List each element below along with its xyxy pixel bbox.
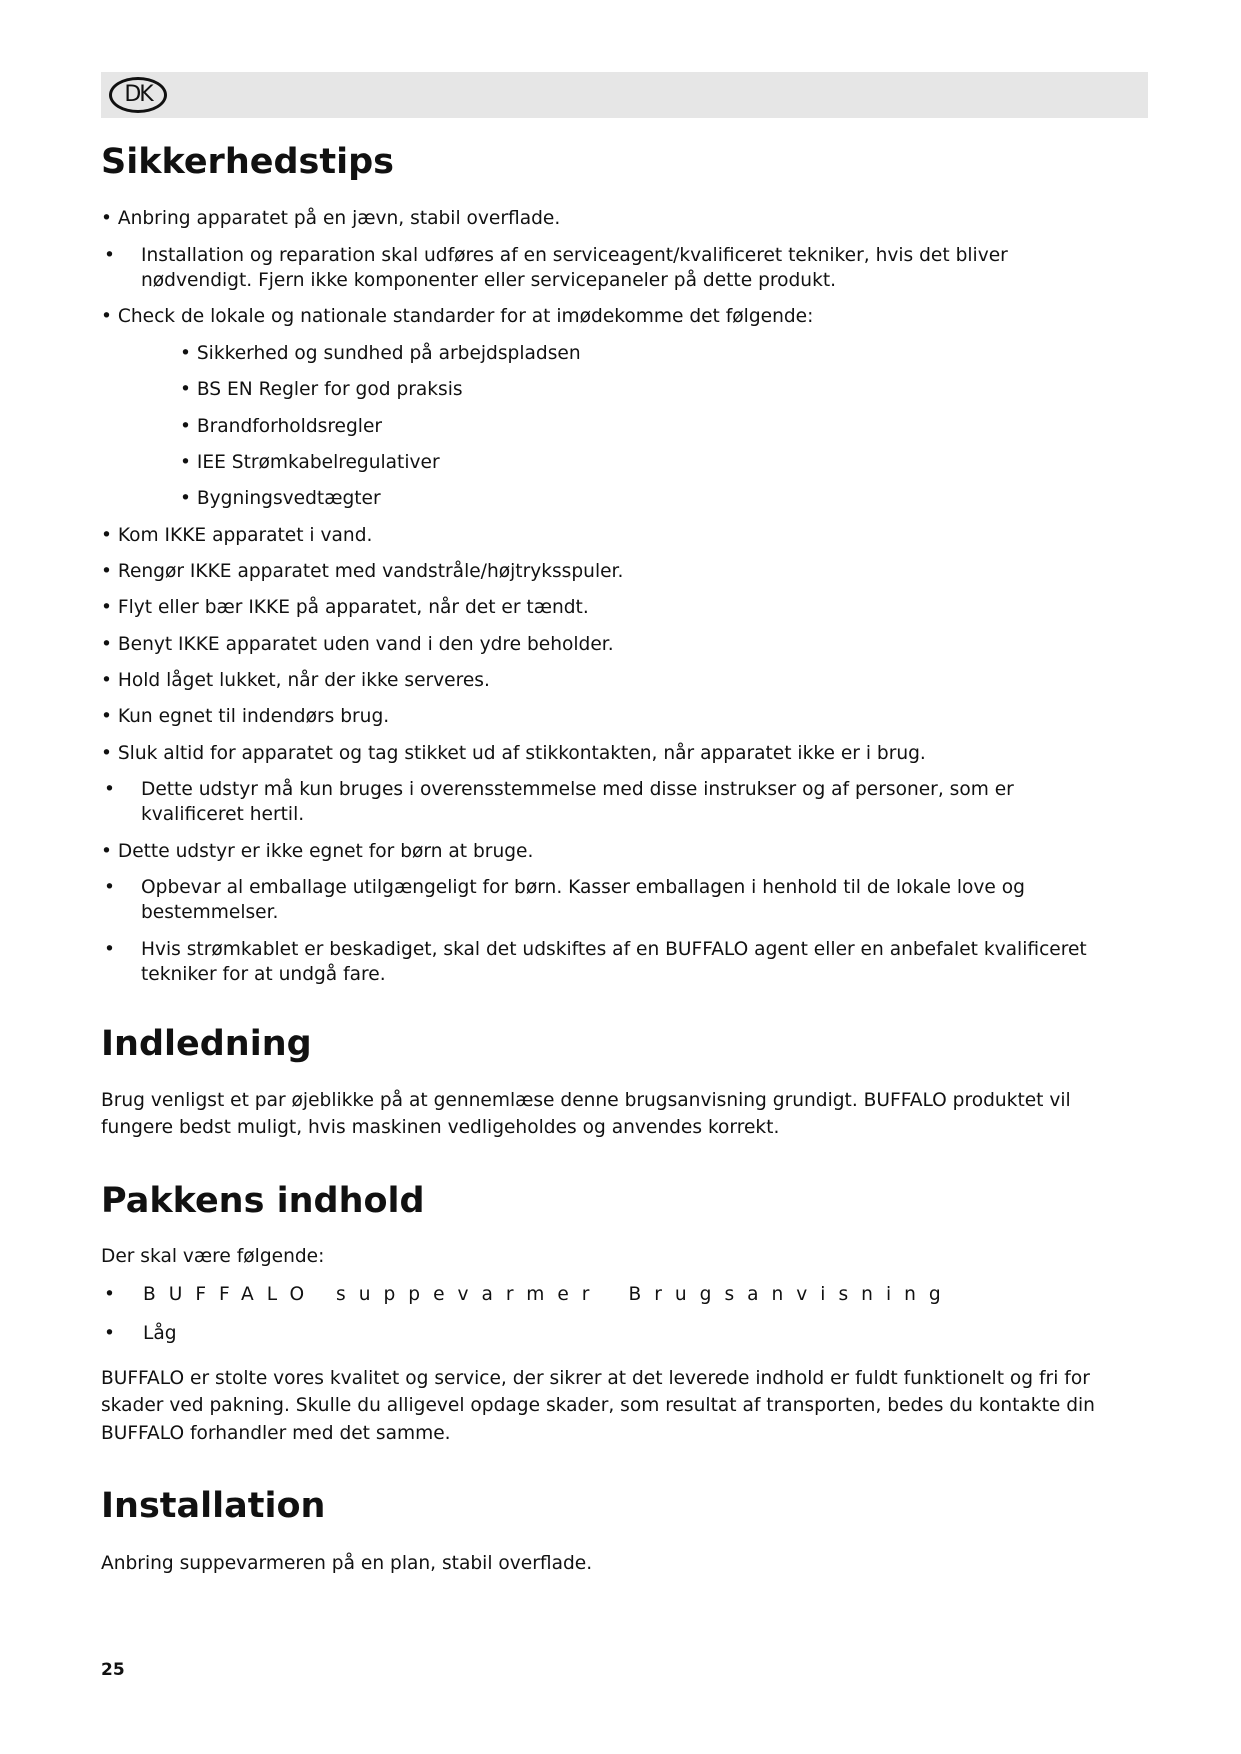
intro-text: Brug venligst et par øjeblikke på at gennemlæse denne brugsanvisning grundigt. BUFFALO produktet vil bbox=[101, 1090, 1071, 1111]
safety-item: • Anbring apparatet på en jævn, stabil overflade. bbox=[101, 208, 561, 229]
bullet: • bbox=[104, 1284, 115, 1305]
safety-item: • Check de lokale og nationale standarder for at imødekomme det følgende: bbox=[101, 306, 814, 327]
bullet: • bbox=[104, 779, 115, 800]
safety-item: • Benyt IKKE apparatet uden vand i den ydre beholder. bbox=[101, 634, 614, 655]
section-title-intro: Indledning bbox=[101, 1024, 312, 1064]
safety-item: nødvendigt. Fjern ikke komponenter eller servicepaneler på dette produkt. bbox=[141, 270, 837, 291]
contents-item: BUFFALO suppevarmer bbox=[143, 1284, 603, 1305]
safety-item: • Flyt eller bær IKKE på apparatet, når det er tændt. bbox=[101, 597, 589, 618]
safety-item: • Kun egnet til indendørs brug. bbox=[101, 706, 390, 727]
safety-item: kvalificeret hertil. bbox=[141, 804, 305, 825]
safety-item: Opbevar al emballage utilgængeligt for børn. Kasser emballagen i henhold til de lokale love og bbox=[141, 877, 1025, 898]
safety-item: • Kom IKKE apparatet i vand. bbox=[101, 525, 373, 546]
safety-subitem: • Sikkerhed og sundhed på arbejdspladsen bbox=[180, 343, 581, 364]
safety-subitem: • Brandforholdsregler bbox=[180, 416, 383, 437]
safety-item: bestemmelser. bbox=[141, 902, 279, 923]
page-number: 25 bbox=[101, 1660, 125, 1680]
contents-item: Låg bbox=[143, 1323, 177, 1344]
safety-subitem: • BS EN Regler for god praksis bbox=[180, 379, 463, 400]
safety-subitem: • Bygningsvedtægter bbox=[180, 488, 381, 509]
safety-item: • Dette udstyr er ikke egnet for børn at bruge. bbox=[101, 841, 534, 862]
bullet: • bbox=[104, 877, 115, 898]
safety-item: tekniker for at undgå fare. bbox=[141, 964, 386, 985]
bullet: • bbox=[104, 1323, 115, 1344]
intro-text: fungere bedst muligt, hvis maskinen vedligeholdes og anvendes korrekt. bbox=[101, 1117, 780, 1138]
installation-text: Anbring suppevarmeren på en plan, stabil overflade. bbox=[101, 1553, 593, 1574]
safety-subitem: • IEE Strømkabelregulativer bbox=[180, 452, 440, 473]
contents-text: BUFFALO er stolte vores kvalitet og service, der sikrer at det leverede indhold er fuldt funktionelt og fri for bbox=[101, 1368, 1090, 1389]
language-badge: DK bbox=[109, 77, 167, 113]
safety-item: • Hold låget lukket, når der ikke serveres. bbox=[101, 670, 490, 691]
safety-item: Hvis strømkablet er beskadiget, skal det udskiftes af en BUFFALO agent eller en anbefalet kvalificeret bbox=[141, 939, 1087, 960]
section-title-contents: Pakkens indhold bbox=[101, 1181, 425, 1221]
section-title-safety: Sikkerhedstips bbox=[101, 142, 394, 182]
section-title-installation: Installation bbox=[101, 1486, 326, 1526]
contents-text: skader ved pakning. Skulle du alligevel opdage skader, som resultat af transporten, bedes du kontakte din bbox=[101, 1395, 1095, 1416]
contents-lead: Der skal være følgende: bbox=[101, 1246, 325, 1267]
bullet: • bbox=[104, 939, 115, 960]
safety-item: Installation og reparation skal udføres af en serviceagent/kvalificeret tekniker, hvis det bliver bbox=[141, 245, 1008, 266]
safety-item: • Rengør IKKE apparatet med vandstråle/højtryksspuler. bbox=[101, 561, 624, 582]
contents-item-row bbox=[143, 1282, 954, 1308]
contents-text: BUFFALO forhandler med det samme. bbox=[101, 1423, 451, 1444]
bullet: • bbox=[104, 245, 115, 266]
contents-item: Brugsanvisning bbox=[628, 1284, 954, 1305]
safety-item: • Sluk altid for apparatet og tag stikket ud af stikkontakten, når apparatet ikke er i brug. bbox=[101, 743, 926, 764]
safety-item: Dette udstyr må kun bruges i overensstemmelse med disse instrukser og af personer, som er bbox=[141, 779, 1014, 800]
language-header-bar bbox=[101, 72, 1148, 118]
